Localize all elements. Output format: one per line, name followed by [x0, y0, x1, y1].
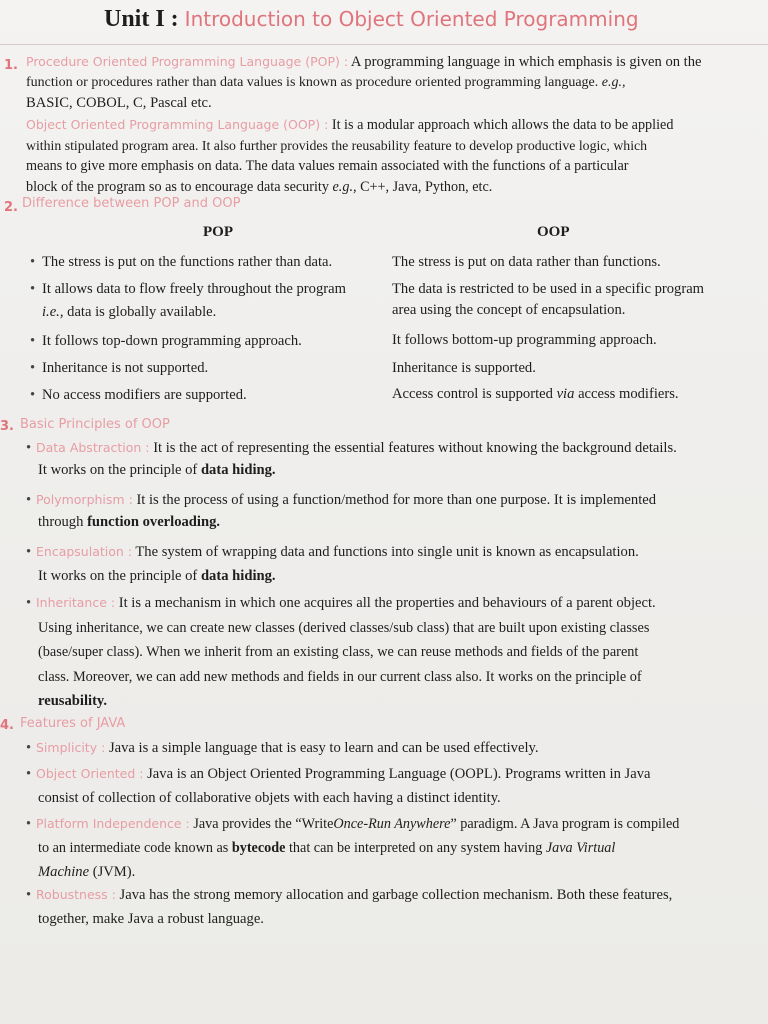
principle-inheritance: • Inheritance : It is a mechanism in which one acquires all the properties and behaviours of a parent object. Using inheritance, we can create new classes (derived classes/sub class) that are built upon existing classes (base/super class). When we inherit from an existing class, we can reuse methods and fields of the parent class. Moreover, we can add new methods and fields in our current class also. It works on the principle of reusability.	[26, 595, 656, 709]
oop-definition	[26, 115, 746, 197]
principle-abstraction: • Data Abstraction : It is the act of representing the essential features without knowing the background details. It works on the principle of data hiding.	[26, 440, 677, 478]
pop-row-1: • The stress is put on the functions rather than data.	[30, 254, 333, 270]
pop-line-1: A programming language in which emphasis is given on the	[350, 54, 702, 70]
oop-term: Object Oriented Programming Language (OOP) :	[26, 117, 329, 132]
section-2-number: 2.	[4, 200, 18, 215]
unit-subtitle: Introduction to Object Oriented Programming	[184, 7, 639, 31]
pop-term: Procedure Oriented Programming Language (POP) :	[26, 54, 349, 69]
section-3-heading: Basic Principles of OOP	[20, 417, 170, 432]
pop-row-5: • No access modifiers are supported.	[30, 387, 247, 403]
pop-column-header: POP	[203, 224, 233, 240]
oop-examples: C++, Java, Python, etc.	[360, 178, 493, 195]
section-4-number: 4.	[0, 718, 14, 733]
oop-line-4: block of the program so as to encourage data security	[26, 178, 329, 195]
page-title	[104, 6, 724, 33]
pop-row-3: • It follows top-down programming approach.	[30, 333, 302, 349]
pop-line-2: function or procedures rather than data values is known as procedure oriented programming language.	[26, 74, 599, 90]
header-divider	[0, 44, 768, 45]
oop-row-5: Access control is supported via access modifiers.	[392, 386, 679, 402]
unit-label: Unit I :	[104, 6, 179, 32]
principle-encapsulation: • Encapsulation : The system of wrapping data and functions into single unit is known as encapsulation. It works on the principle of data hiding.	[26, 544, 639, 584]
pop-row-2: • It allows data to flow freely throughout the program	[30, 281, 346, 297]
oop-row-3: It follows bottom-up programming approach.	[392, 332, 657, 348]
feature-platform-independence: • Platform Independence : Java provides the “WriteOnce-Run Anywhere” paradigm. A Java program is compiled to an intermediate code known as bytecode that can be interpreted on any system having Java Virtual Machine (JVM).	[26, 816, 680, 880]
oop-line-3: means to give more emphasis on data. The data values remain associated with the functions of a particular	[26, 158, 629, 174]
pop-line-3: BASIC, COBOL, C, Pascal etc.	[26, 95, 212, 111]
oop-row-1: The stress is put on data rather than functions.	[392, 254, 661, 270]
oop-eg: e.g.,	[332, 178, 357, 195]
oop-line-2: within stipulated program area. It also further provides the reusability feature to develop productive logic, which	[26, 137, 648, 153]
oop-column-header: OOP	[537, 224, 570, 240]
feature-robustness: • Robustness : Java has the strong memory allocation and garbage collection mechanism. Both these features, together, make Java a robust language.	[26, 887, 673, 927]
section-1-number: 1.	[4, 58, 18, 73]
section-3-number: 3.	[0, 419, 14, 434]
oop-row-2-cont: area using the concept of encapsulation.	[392, 302, 626, 318]
oop-line-1: It is a modular approach which allows the data to be applied	[331, 117, 674, 133]
section-2-heading: Difference between POP and OOP	[22, 196, 241, 211]
pop-eg: e.g.,	[601, 74, 626, 90]
oop-row-4: Inheritance is supported.	[392, 360, 536, 376]
feature-simplicity: • Simplicity : Java is a simple language that is easy to learn and can be used effectively.	[26, 740, 539, 756]
pop-row-2-cont: i.e., data is globally available.	[42, 304, 217, 320]
principle-polymorphism: • Polymorphism : It is the process of using a function/method for more than one purpose. It is implemented through function overloading.	[26, 492, 657, 530]
oop-row-2: The data is restricted to be used in a specific program	[392, 281, 705, 297]
section-4-heading: Features of JAVA	[20, 716, 126, 731]
pop-definition	[26, 52, 746, 114]
feature-object-oriented: • Object Oriented : Java is an Object Oriented Programming Language (OOPL). Programs written in Java consist of collection of collaborative objets with each having a distinct identity.	[26, 766, 651, 806]
pop-row-4: • Inheritance is not supported.	[30, 360, 209, 376]
